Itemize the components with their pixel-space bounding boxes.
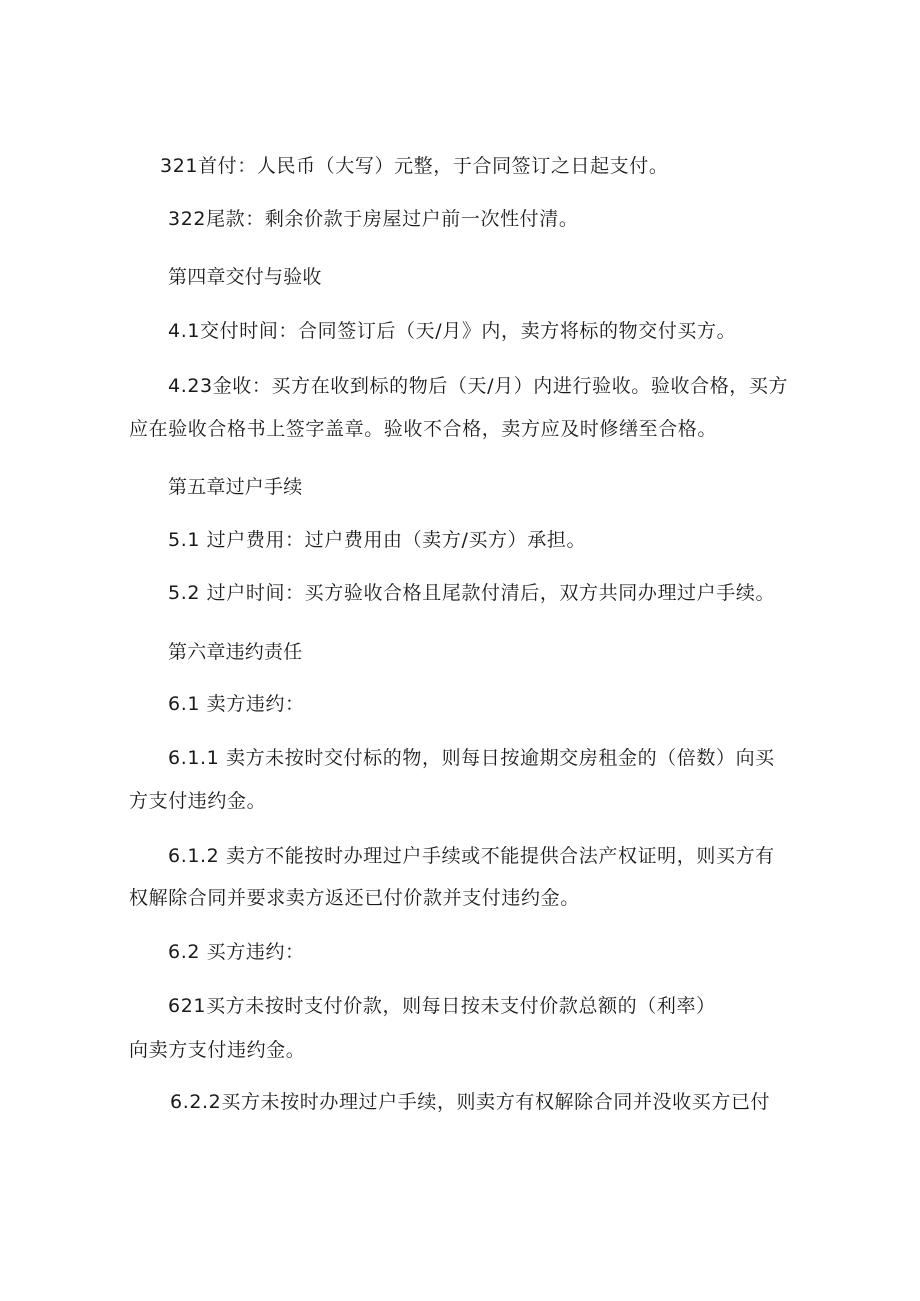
clause-6-1-1-line-2: 方支付违约金。 xyxy=(129,790,267,812)
clause-4-1-delivery-time: 4.1交付时间：合同签订后（天/月》内，卖方将标的物交付买方。 xyxy=(168,320,737,342)
clause-6-2-1-line-2: 向卖方支付违约金。 xyxy=(129,1039,306,1061)
clause-6-1-1-line-1: 6.1.1 卖方未按时交付标的物，则每日按逾期交房租金的（倍数）向买 xyxy=(168,747,775,769)
clause-3-2-1-down-payment: 321首付：人民币（大写）元整，于合同签订之日起支付。 xyxy=(160,155,669,177)
clause-6-1-2-line-1: 6.1.2 卖方不能按时办理过户手续或不能提供合法产权证明，则买方有 xyxy=(168,845,775,867)
chapter-5-heading: 第五章过户手续 xyxy=(168,476,303,498)
clause-6-2-1-line-1: 621买方未按时支付价款，则每日按未支付价款总额的（利率） xyxy=(168,995,716,1017)
clause-5-2-transfer-time: 5.2 过户时间：买方验收合格且尾款付清后，双方共同办理过户手续。 xyxy=(168,582,776,604)
clause-6-1-seller-breach: 6.1 卖方违约： xyxy=(168,693,305,715)
clause-3-2-2-final-payment: 322尾款：剩余价款于房屋过户前一次性付清。 xyxy=(168,208,579,230)
clause-4-2-acceptance-line-1: 4.23金收：买方在收到标的物后（天/月）内进行验收。验收合格，买方 xyxy=(168,375,789,397)
chapter-6-heading: 第六章违约责任 xyxy=(168,641,303,663)
clause-6-2-buyer-breach: 6.2 买方违约： xyxy=(168,941,305,963)
clause-4-2-acceptance-line-2: 应在验收合格书上签字盖章。验收不合格，卖方应及时修缮至合格。 xyxy=(129,418,718,440)
clause-6-2-2-line-1: 6.2.2买方未按时办理过户手续，则卖方有权解除合同并没收买方已付 xyxy=(170,1091,771,1113)
chapter-4-heading: 第四章交付与验收 xyxy=(168,266,322,288)
clause-5-1-transfer-fees: 5.1 过户费用：过户费用由（卖方/买方）承担。 xyxy=(168,529,587,551)
clause-6-1-2-line-2: 权解除合同并要求卖方返还已付价款并支付违约金。 xyxy=(129,887,580,909)
